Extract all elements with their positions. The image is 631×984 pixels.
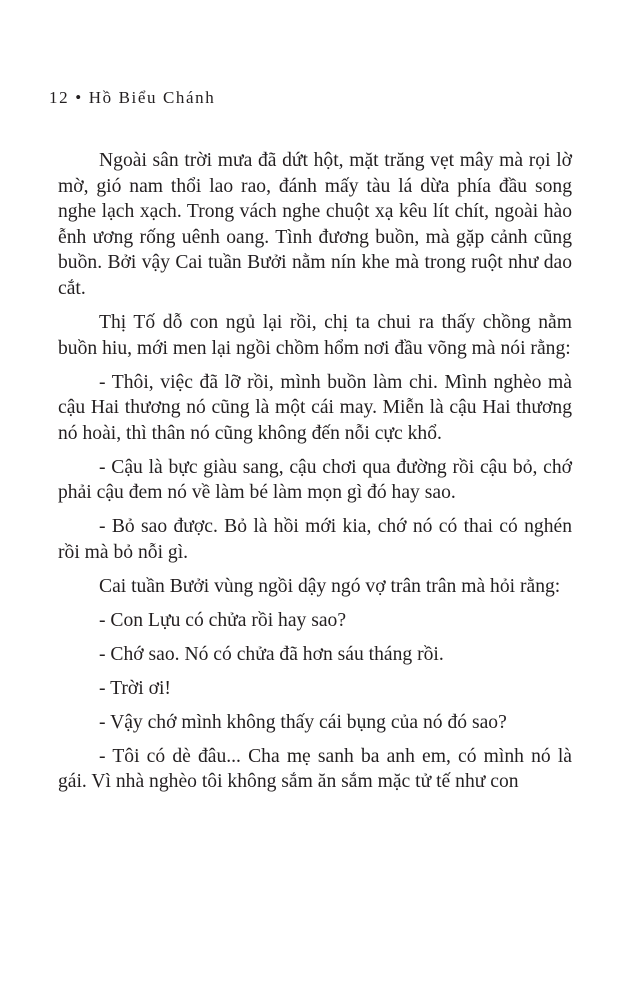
paragraph: - Con Lựu có chửa rồi hay sao? [99,609,347,631]
body-text [58,148,572,803]
paragraph: - Tôi có dè đâu... Cha mẹ sanh ba anh em, có mình nó là gái. Vì nhà nghèo tôi không sắm ăn sắm mặc tử tế như con [58,745,572,793]
paragraph: - Thôi, việc đã lỡ rồi, mình buồn làm chi. Mình nghèo mà cậu Hai thương nó cũng là một cái may. Miễn là cậu Hai thương nó hoài, thì thân nó cũng không đến nỗi cực khổ. [58,371,572,444]
paragraph: - Bỏ sao được. Bỏ là hồi mới kia, chớ nó có thai có nghén rồi mà bỏ nỗi gì. [58,516,572,563]
paragraph: - Trời ơi! [99,677,171,699]
paragraph: - Chớ sao. Nó có chửa đã hơn sáu tháng rồi. [99,643,444,665]
paragraph: Ngoài sân trời mưa đã dứt hột, mặt trăng vẹt mây mà rọi lờ mờ, gió nam thổi lao rao, đánh mấy tàu lá dừa phía đầu song nghe lạch xạch. Trong vách nghe chuột xạ kêu lít chít, ngoài hào ễnh ương rống uênh oang. Tình đương buồn, mà gặp cảnh cũng buồn. Bởi vậy Cai tuần Bưởi nằm nín khe mà trong ruột như dao cắt. [58,150,572,299]
paragraph: Cai tuần Bưởi vùng ngồi dậy ngó vợ trân trân mà hỏi rằng: [99,575,561,597]
header-separator: • [75,88,83,107]
author-name: Hồ Biểu Chánh [88,88,216,107]
paragraph: - Cậu là bực giàu sang, cậu chơi qua đường rồi cậu bỏ, chớ phải cậu đem nó về làm bé làm mọn gì đó hay sao. [58,456,572,504]
paragraph: Thị Tố dỗ con ngủ lại rồi, chị ta chui ra thấy chồng nằm buồn hiu, mới men lại ngồi chồm hổm nơi đầu võng mà nói rằng: [58,311,572,359]
running-header [49,88,215,108]
paragraph: - Vậy chớ mình không thấy cái bụng của nó đó sao? [99,711,507,733]
page-number: 12 [49,88,70,107]
